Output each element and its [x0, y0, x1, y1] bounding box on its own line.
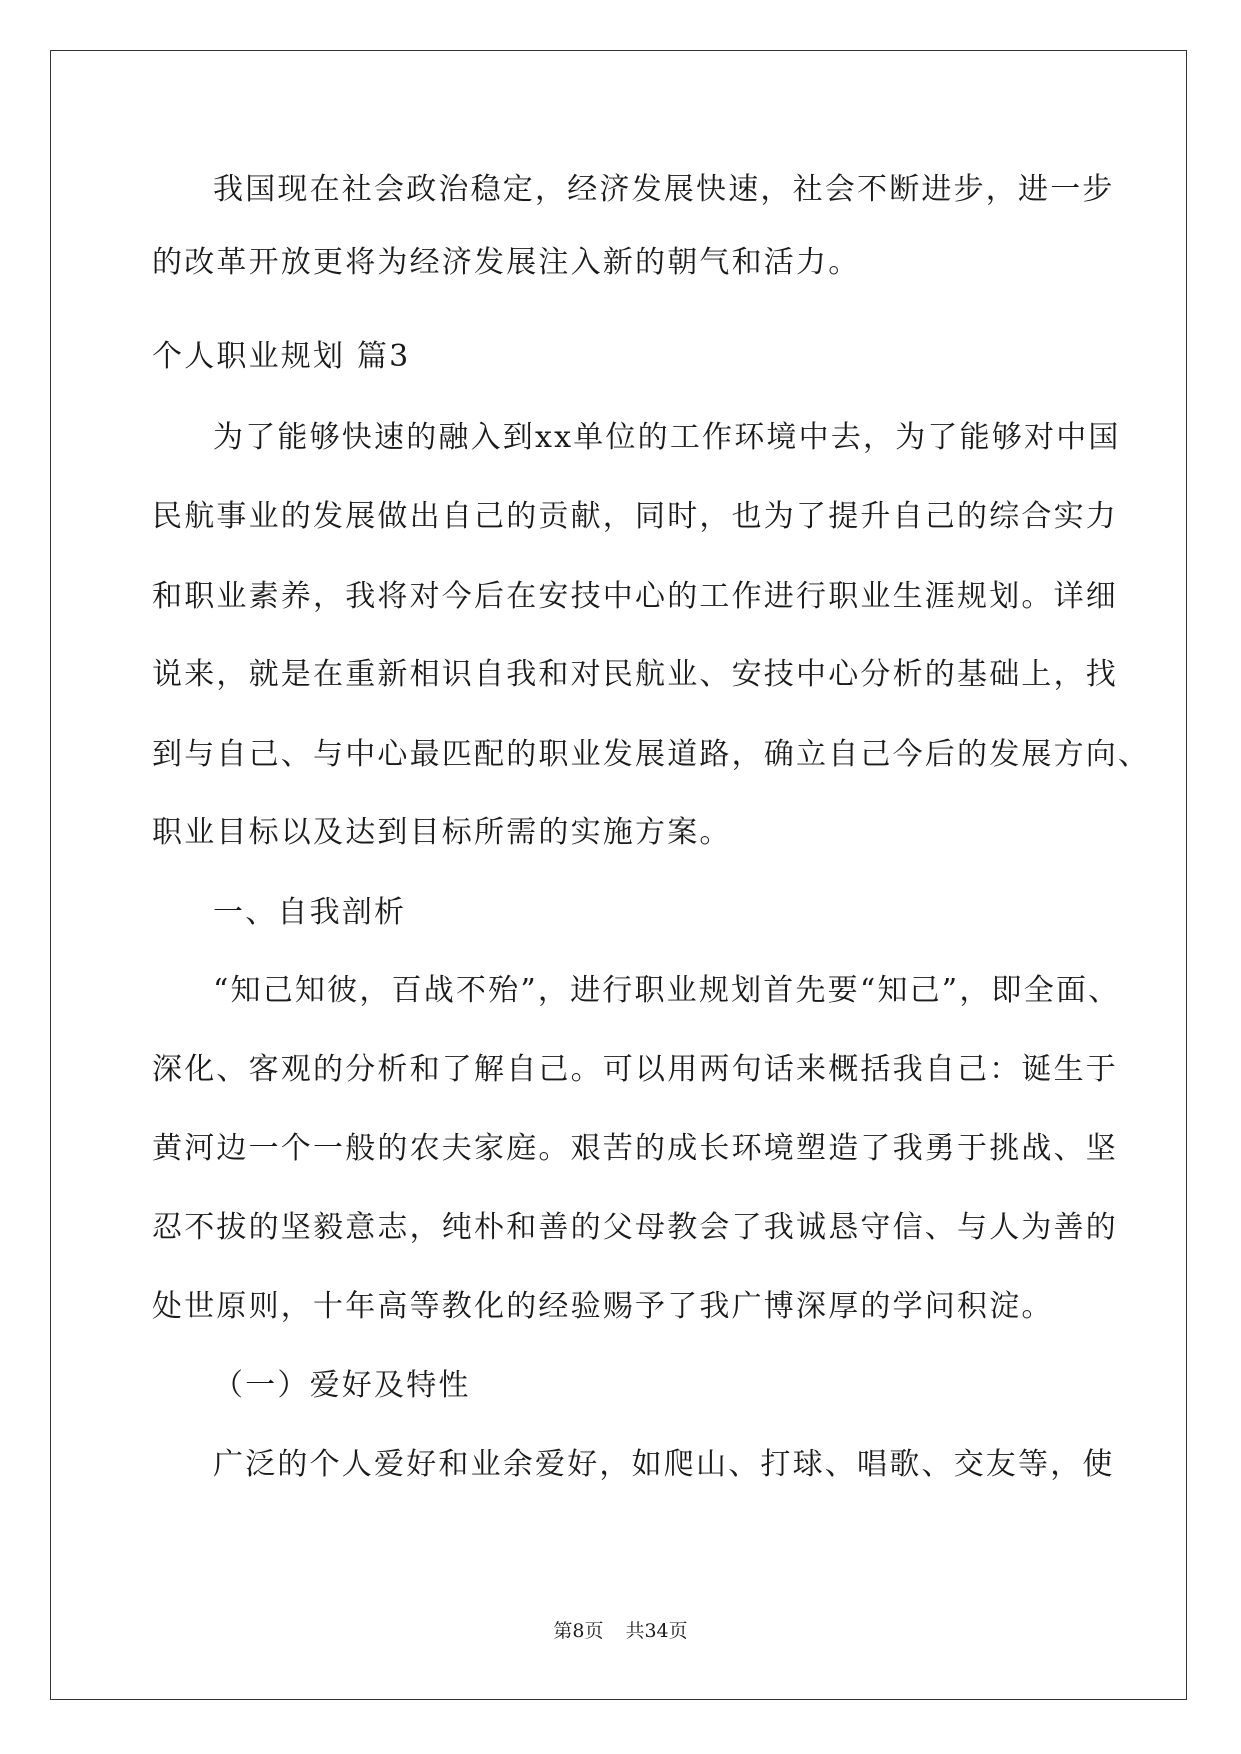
paragraph-line: 说来，就是在重新相识自我和对民航业、安技中心分析的基础上，找 — [152, 657, 1118, 692]
subheading: 一、自我剖析 — [213, 895, 407, 930]
paragraph-line: 处世原则，十年高等教化的经验赐予了我广博深厚的学问积淀。 — [152, 1289, 1054, 1324]
paragraph-line: 黄河边一个一般的农夫家庭。艰苦的成长环境塑造了我勇于挑战、坚 — [152, 1131, 1118, 1166]
paragraph-line: 和职业素养，我将对今后在安技中心的工作进行职业生涯规划。详细 — [152, 579, 1118, 614]
paragraph-line: “知己知彼，百战不殆”，进行职业规划首先要“知己”，即全面、 — [213, 973, 1121, 1008]
paragraph-line: 我国现在社会政治稳定，经济发展快速，社会不断进步，进一步 — [213, 172, 1115, 207]
subheading: （一）爱好及特性 — [213, 1368, 471, 1403]
page-total: 共34页 — [625, 1620, 688, 1642]
paragraph-line: 民航事业的发展做出自己的贡献，同时，也为了提升自己的综合实力 — [152, 499, 1118, 534]
page-number: 第8页 — [553, 1620, 604, 1642]
paragraph-line: 广泛的个人爱好和业余爱好，如爬山、打球、唱歌、交友等，使 — [213, 1447, 1115, 1482]
paragraph-line: 深化、客观的分析和了解自己。可以用两句话来概括我自己：诞生于 — [152, 1052, 1118, 1087]
paragraph-line: 职业目标以及达到目标所需的实施方案。 — [152, 815, 732, 850]
section-heading: 个人职业规划 篇3 — [152, 339, 411, 374]
paragraph-line: 忍不拔的坚毅意志，纯朴和善的父母教会了我诚恳守信、与人为善的 — [152, 1210, 1118, 1245]
paragraph-line: 为了能够快速的融入到xx单位的工作环境中去，为了能够对中国 — [213, 420, 1121, 455]
paragraph-line: 的改革开放更将为经济发展注入新的朝气和活力。 — [152, 245, 861, 280]
page-footer — [0, 1619, 1241, 1643]
paragraph-line: 到与自己、与中心最匹配的职业发展道路，确立自己今后的发展方向、 — [152, 737, 1151, 772]
